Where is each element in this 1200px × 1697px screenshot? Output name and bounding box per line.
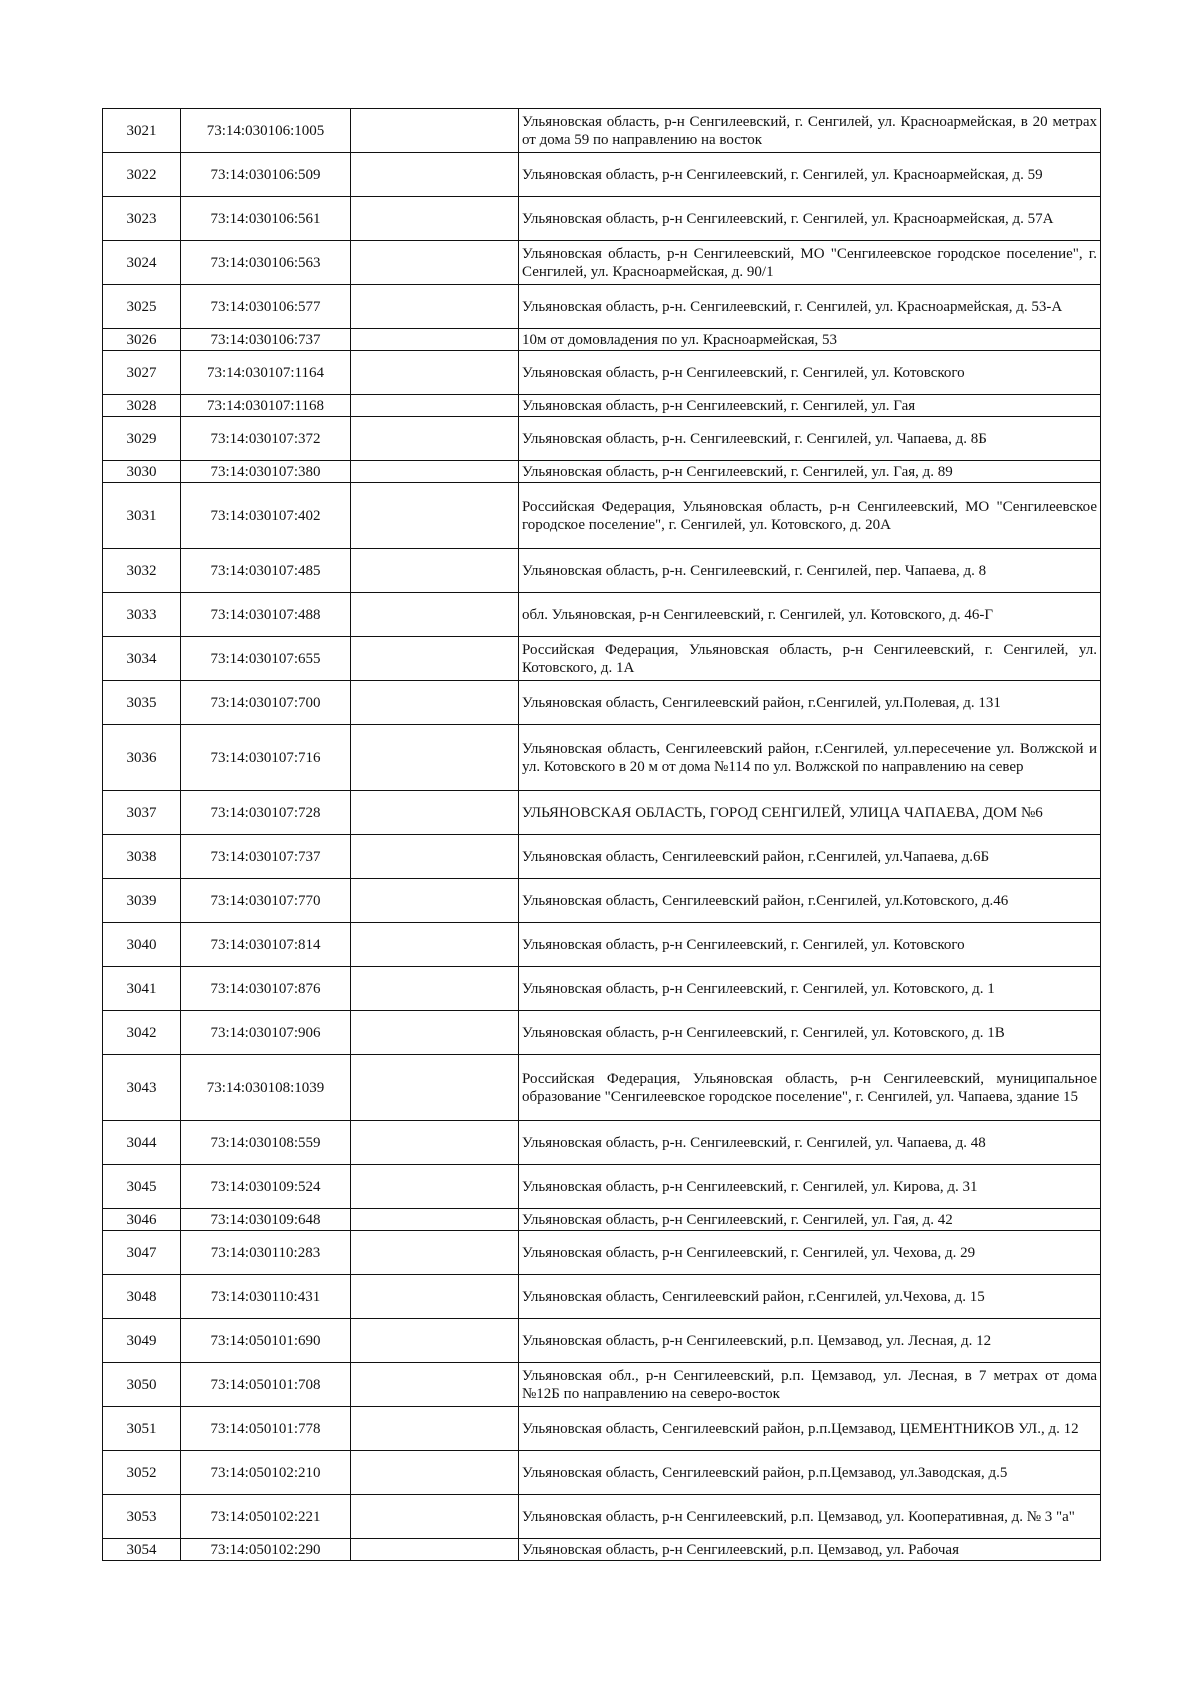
cadastral-number-cell: 73:14:030107:655 bbox=[181, 637, 351, 681]
table-row bbox=[103, 1121, 1101, 1165]
row-number-cell: 3053 bbox=[103, 1495, 181, 1539]
row-number-cell: 3024 bbox=[103, 241, 181, 285]
cadastral-number-cell: 73:14:030106:577 bbox=[181, 285, 351, 329]
cadastral-number-cell: 73:14:030107:728 bbox=[181, 791, 351, 835]
empty-cell bbox=[351, 417, 519, 461]
cadastral-number-cell: 73:14:030107:906 bbox=[181, 1011, 351, 1055]
table-row bbox=[103, 329, 1101, 351]
cadastral-number-cell: 73:14:030106:737 bbox=[181, 329, 351, 351]
table-row bbox=[103, 835, 1101, 879]
table-row bbox=[103, 1011, 1101, 1055]
row-number-cell: 3043 bbox=[103, 1055, 181, 1121]
address-cell: Ульяновская область, р-н Сенгилеевский, г. Сенгилей, ул. Кирова, д. 31 bbox=[519, 1165, 1101, 1209]
address-cell: Ульяновская область, р-н. Сенгилеевский, г. Сенгилей, ул. Чапаева, д. 48 bbox=[519, 1121, 1101, 1165]
table-row bbox=[103, 1363, 1101, 1407]
cadastral-number-cell: 73:14:030109:524 bbox=[181, 1165, 351, 1209]
cadastral-number-cell: 73:14:030110:431 bbox=[181, 1275, 351, 1319]
row-number-cell: 3047 bbox=[103, 1231, 181, 1275]
empty-cell bbox=[351, 835, 519, 879]
row-number-cell: 3030 bbox=[103, 461, 181, 483]
empty-cell bbox=[351, 483, 519, 549]
cadastral-number-cell: 73:14:030107:700 bbox=[181, 681, 351, 725]
cadastral-number-cell: 73:14:050102:221 bbox=[181, 1495, 351, 1539]
table-row bbox=[103, 1275, 1101, 1319]
empty-cell bbox=[351, 1495, 519, 1539]
empty-cell bbox=[351, 1275, 519, 1319]
table-row bbox=[103, 593, 1101, 637]
table-row bbox=[103, 461, 1101, 483]
empty-cell bbox=[351, 351, 519, 395]
row-number-cell: 3033 bbox=[103, 593, 181, 637]
empty-cell bbox=[351, 637, 519, 681]
address-cell: Ульяновская область, р-н Сенгилеевский, г. Сенгилей, ул. Котовского bbox=[519, 923, 1101, 967]
row-number-cell: 3040 bbox=[103, 923, 181, 967]
cadastral-number-cell: 73:14:030107:1164 bbox=[181, 351, 351, 395]
row-number-cell: 3027 bbox=[103, 351, 181, 395]
address-cell: Российская Федерация, Ульяновская область, р-н Сенгилеевский, муниципальное образование "Сенгилеевское городское поселение", г. Сенгилей, ул. Чапаева, здание 15 bbox=[519, 1055, 1101, 1121]
address-cell: 10м от домовладения по ул. Красноармейская, 53 bbox=[519, 329, 1101, 351]
empty-cell bbox=[351, 1209, 519, 1231]
empty-cell bbox=[351, 285, 519, 329]
row-number-cell: 3029 bbox=[103, 417, 181, 461]
cadastral-number-cell: 73:14:050102:290 bbox=[181, 1539, 351, 1561]
row-number-cell: 3032 bbox=[103, 549, 181, 593]
empty-cell bbox=[351, 197, 519, 241]
table-row bbox=[103, 1319, 1101, 1363]
cadastral-number-cell: 73:14:030106:1005 bbox=[181, 109, 351, 153]
cadastral-number-cell: 73:14:030106:561 bbox=[181, 197, 351, 241]
empty-cell bbox=[351, 1121, 519, 1165]
address-cell: Ульяновская область, Сенгилеевский район, р.п.Цемзавод, ЦЕМЕНТНИКОВ УЛ., д. 12 bbox=[519, 1407, 1101, 1451]
empty-cell bbox=[351, 1407, 519, 1451]
empty-cell bbox=[351, 725, 519, 791]
address-cell: Ульяновская область, р-н Сенгилеевский, г. Сенгилей, ул. Красноармейская, д. 59 bbox=[519, 153, 1101, 197]
cadastral-number-cell: 73:14:030109:648 bbox=[181, 1209, 351, 1231]
empty-cell bbox=[351, 153, 519, 197]
row-number-cell: 3050 bbox=[103, 1363, 181, 1407]
table-row bbox=[103, 923, 1101, 967]
row-number-cell: 3052 bbox=[103, 1451, 181, 1495]
address-cell: УЛЬЯНОВСКАЯ ОБЛАСТЬ, ГОРОД СЕНГИЛЕЙ, УЛИЦА ЧАПАЕВА, ДОМ №6 bbox=[519, 791, 1101, 835]
cadastral-number-cell: 73:14:030108:1039 bbox=[181, 1055, 351, 1121]
empty-cell bbox=[351, 1231, 519, 1275]
empty-cell bbox=[351, 1165, 519, 1209]
table-row bbox=[103, 1209, 1101, 1231]
row-number-cell: 3051 bbox=[103, 1407, 181, 1451]
cadastral-number-cell: 73:14:030107:402 bbox=[181, 483, 351, 549]
cadastral-number-cell: 73:14:030107:1168 bbox=[181, 395, 351, 417]
cadastral-number-cell: 73:14:030107:716 bbox=[181, 725, 351, 791]
registry-table-body bbox=[103, 109, 1101, 1561]
address-cell: Ульяновская область, Сенгилеевский район, г.Сенгилей, ул.пересечение ул. Волжской и ул. Котовского в 20 м от дома №114 по ул. Волжской по направлению на север bbox=[519, 725, 1101, 791]
row-number-cell: 3036 bbox=[103, 725, 181, 791]
cadastral-number-cell: 73:14:030107:814 bbox=[181, 923, 351, 967]
row-number-cell: 3028 bbox=[103, 395, 181, 417]
table-row bbox=[103, 483, 1101, 549]
empty-cell bbox=[351, 681, 519, 725]
table-row bbox=[103, 351, 1101, 395]
table-row bbox=[103, 681, 1101, 725]
address-cell: Ульяновская область, р-н Сенгилеевский, г. Сенгилей, ул. Котовского bbox=[519, 351, 1101, 395]
row-number-cell: 3021 bbox=[103, 109, 181, 153]
registry-table bbox=[102, 108, 1101, 1561]
empty-cell bbox=[351, 923, 519, 967]
table-row bbox=[103, 1495, 1101, 1539]
address-cell: Ульяновская область, Сенгилеевский район, г.Сенгилей, ул.Чапаева, д.6Б bbox=[519, 835, 1101, 879]
row-number-cell: 3035 bbox=[103, 681, 181, 725]
table-row bbox=[103, 1539, 1101, 1561]
address-cell: Ульяновская область, Сенгилеевский район, г.Сенгилей, ул.Котовского, д.46 bbox=[519, 879, 1101, 923]
row-number-cell: 3037 bbox=[103, 791, 181, 835]
row-number-cell: 3025 bbox=[103, 285, 181, 329]
cadastral-number-cell: 73:14:030108:559 bbox=[181, 1121, 351, 1165]
row-number-cell: 3031 bbox=[103, 483, 181, 549]
empty-cell bbox=[351, 967, 519, 1011]
row-number-cell: 3038 bbox=[103, 835, 181, 879]
address-cell: Ульяновская область, р-н Сенгилеевский, г. Сенгилей, ул. Красноармейская, в 20 метрах от дома 59 по направлению на восток bbox=[519, 109, 1101, 153]
table-row bbox=[103, 109, 1101, 153]
table-row bbox=[103, 725, 1101, 791]
row-number-cell: 3026 bbox=[103, 329, 181, 351]
empty-cell bbox=[351, 549, 519, 593]
table-row bbox=[103, 549, 1101, 593]
cadastral-number-cell: 73:14:030106:563 bbox=[181, 241, 351, 285]
table-row bbox=[103, 241, 1101, 285]
address-cell: Ульяновская область, р-н. Сенгилеевский, г. Сенгилей, ул. Чапаева, д. 8Б bbox=[519, 417, 1101, 461]
address-cell: Ульяновская область, р-н. Сенгилеевский, г. Сенгилей, пер. Чапаева, д. 8 bbox=[519, 549, 1101, 593]
address-cell: Ульяновская область, р-н Сенгилеевский, г. Сенгилей, ул. Чехова, д. 29 bbox=[519, 1231, 1101, 1275]
row-number-cell: 3023 bbox=[103, 197, 181, 241]
cadastral-number-cell: 73:14:050101:690 bbox=[181, 1319, 351, 1363]
address-cell: Ульяновская область, Сенгилеевский район, г.Сенгилей, ул.Полевая, д. 131 bbox=[519, 681, 1101, 725]
row-number-cell: 3039 bbox=[103, 879, 181, 923]
empty-cell bbox=[351, 879, 519, 923]
row-number-cell: 3044 bbox=[103, 1121, 181, 1165]
table-row bbox=[103, 285, 1101, 329]
cadastral-number-cell: 73:14:050101:708 bbox=[181, 1363, 351, 1407]
cadastral-number-cell: 73:14:030107:372 bbox=[181, 417, 351, 461]
empty-cell bbox=[351, 241, 519, 285]
table-row bbox=[103, 197, 1101, 241]
empty-cell bbox=[351, 791, 519, 835]
empty-cell bbox=[351, 1055, 519, 1121]
address-cell: обл. Ульяновская, р-н Сенгилеевский, г. Сенгилей, ул. Котовского, д. 46-Г bbox=[519, 593, 1101, 637]
table-row bbox=[103, 1231, 1101, 1275]
address-cell: Ульяновская область, р-н Сенгилеевский, г. Сенгилей, ул. Гая, д. 42 bbox=[519, 1209, 1101, 1231]
cadastral-number-cell: 73:14:050101:778 bbox=[181, 1407, 351, 1451]
cadastral-number-cell: 73:14:030110:283 bbox=[181, 1231, 351, 1275]
address-cell: Российская Федерация, Ульяновская область, р-н Сенгилеевский, МО "Сенгилеевское городское поселение", г. Сенгилей, ул. Котовского, д. 20А bbox=[519, 483, 1101, 549]
table-row bbox=[103, 1451, 1101, 1495]
table-row bbox=[103, 637, 1101, 681]
address-cell: Ульяновская область, Сенгилеевский район, г.Сенгилей, ул.Чехова, д. 15 bbox=[519, 1275, 1101, 1319]
cadastral-number-cell: 73:14:030106:509 bbox=[181, 153, 351, 197]
address-cell: Ульяновская область, р-н Сенгилеевский, р.п. Цемзавод, ул. Лесная, д. 12 bbox=[519, 1319, 1101, 1363]
cadastral-number-cell: 73:14:050102:210 bbox=[181, 1451, 351, 1495]
cadastral-number-cell: 73:14:030107:876 bbox=[181, 967, 351, 1011]
row-number-cell: 3041 bbox=[103, 967, 181, 1011]
cadastral-number-cell: 73:14:030107:485 bbox=[181, 549, 351, 593]
row-number-cell: 3046 bbox=[103, 1209, 181, 1231]
cadastral-number-cell: 73:14:030107:380 bbox=[181, 461, 351, 483]
table-row bbox=[103, 153, 1101, 197]
table-row bbox=[103, 967, 1101, 1011]
table-row bbox=[103, 1165, 1101, 1209]
address-cell: Ульяновская область, Сенгилеевский район, р.п.Цемзавод, ул.Заводская, д.5 bbox=[519, 1451, 1101, 1495]
empty-cell bbox=[351, 1319, 519, 1363]
empty-cell bbox=[351, 329, 519, 351]
table-row bbox=[103, 1407, 1101, 1451]
address-cell: Ульяновская область, р-н Сенгилеевский, р.п. Цемзавод, ул. Рабочая bbox=[519, 1539, 1101, 1561]
address-cell: Ульяновская область, р-н Сенгилеевский, МО "Сенгилеевское городское поселение", г. Сенгилей, ул. Красноармейская, д. 90/1 bbox=[519, 241, 1101, 285]
address-cell: Ульяновская область, р-н. Сенгилеевский, г. Сенгилей, ул. Красноармейская, д. 53-А bbox=[519, 285, 1101, 329]
table-row bbox=[103, 395, 1101, 417]
row-number-cell: 3022 bbox=[103, 153, 181, 197]
row-number-cell: 3042 bbox=[103, 1011, 181, 1055]
address-cell: Российская Федерация, Ульяновская область, р-н Сенгилеевский, г. Сенгилей, ул. Котовского, д. 1А bbox=[519, 637, 1101, 681]
address-cell: Ульяновская область, р-н Сенгилеевский, р.п. Цемзавод, ул. Кооперативная, д. № 3 "а" bbox=[519, 1495, 1101, 1539]
row-number-cell: 3048 bbox=[103, 1275, 181, 1319]
empty-cell bbox=[351, 1363, 519, 1407]
row-number-cell: 3034 bbox=[103, 637, 181, 681]
address-cell: Ульяновская область, р-н Сенгилеевский, г. Сенгилей, ул. Котовского, д. 1В bbox=[519, 1011, 1101, 1055]
address-cell: Ульяновская область, р-н Сенгилеевский, г. Сенгилей, ул. Гая, д. 89 bbox=[519, 461, 1101, 483]
empty-cell bbox=[351, 1539, 519, 1561]
cadastral-number-cell: 73:14:030107:770 bbox=[181, 879, 351, 923]
row-number-cell: 3054 bbox=[103, 1539, 181, 1561]
cadastral-number-cell: 73:14:030107:737 bbox=[181, 835, 351, 879]
empty-cell bbox=[351, 593, 519, 637]
address-cell: Ульяновская область, р-н Сенгилеевский, г. Сенгилей, ул. Красноармейская, д. 57А bbox=[519, 197, 1101, 241]
address-cell: Ульяновская обл., р-н Сенгилеевский, р.п. Цемзавод, ул. Лесная, в 7 метрах от дома №12Б по направлению на северо-восток bbox=[519, 1363, 1101, 1407]
empty-cell bbox=[351, 1011, 519, 1055]
address-cell: Ульяновская область, р-н Сенгилеевский, г. Сенгилей, ул. Гая bbox=[519, 395, 1101, 417]
empty-cell bbox=[351, 1451, 519, 1495]
table-row bbox=[103, 417, 1101, 461]
cadastral-number-cell: 73:14:030107:488 bbox=[181, 593, 351, 637]
table-row bbox=[103, 879, 1101, 923]
empty-cell bbox=[351, 461, 519, 483]
address-cell: Ульяновская область, р-н Сенгилеевский, г. Сенгилей, ул. Котовского, д. 1 bbox=[519, 967, 1101, 1011]
empty-cell bbox=[351, 395, 519, 417]
table-row bbox=[103, 1055, 1101, 1121]
row-number-cell: 3049 bbox=[103, 1319, 181, 1363]
row-number-cell: 3045 bbox=[103, 1165, 181, 1209]
table-row bbox=[103, 791, 1101, 835]
empty-cell bbox=[351, 109, 519, 153]
